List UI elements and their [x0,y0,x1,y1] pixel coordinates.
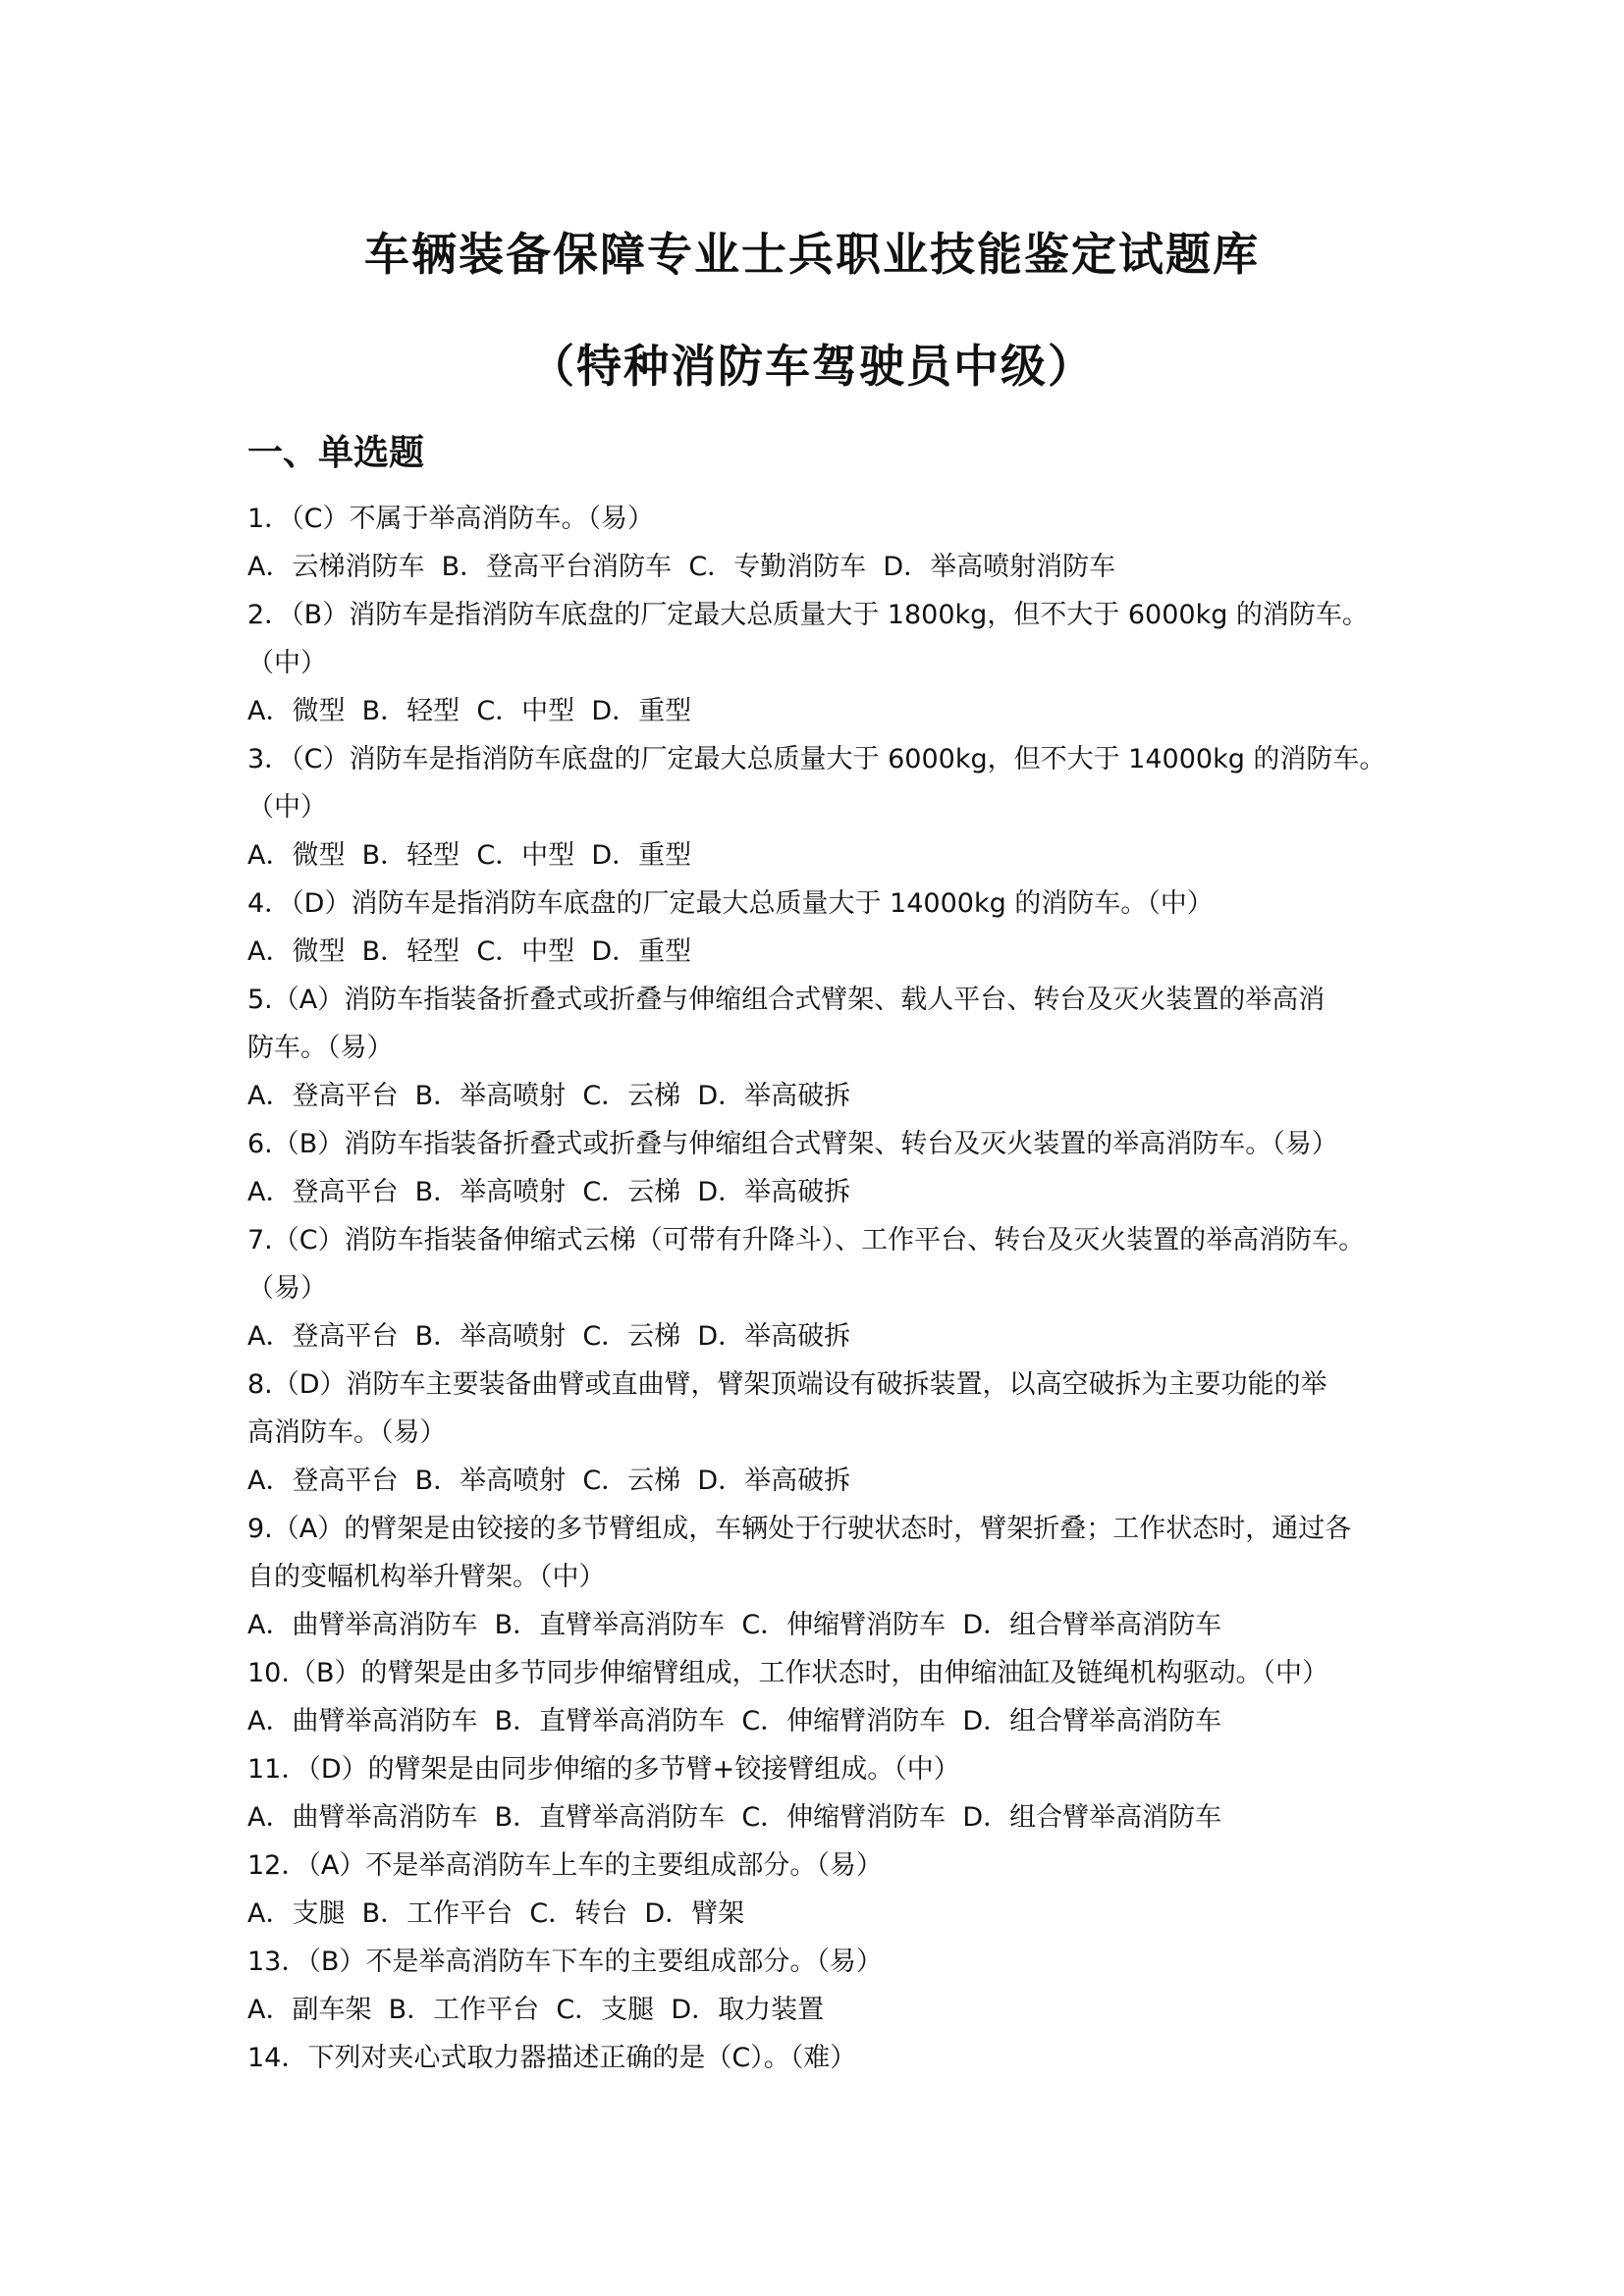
text-line: 8.（D）消防车主要装备曲臂或直曲臂，臂架顶端设有破拆装置，以高空破拆为主要功能的举 [247,1369,1327,1400]
text-line: A．登高平台 B．举高喷射 C．云梯 D．举高破拆 [247,1081,851,1111]
text-line: A．微型 B．轻型 C．中型 D．重型 [247,840,692,871]
text-line: A．支腿 B．工作平台 C．转台 D．臂架 [247,1898,745,1929]
text-line: 7.（C）消防车指装备伸缩式云梯（可带有升降斗）、工作平台、转台及灭火装置的举高消防车。 [247,1225,1366,1255]
text-line: （中） [247,792,327,823]
text-line: 14．下列对夹心式取力器描述正确的是（C）。（难） [247,2043,857,2073]
text-line: 10.（B）的臂架是由多节同步伸缩臂组成，工作状态时，由伸缩油缸及链绳机构驱动。（中） [247,1658,1328,1688]
document-title: 车辆装备保障专业士兵职业技能鉴定试题库 [364,228,1260,281]
text-line: A．登高平台 B．举高喷射 C．云梯 D．举高破拆 [247,1466,851,1496]
text-line: 1．（C）不属于举高消防车。（易） [247,504,655,534]
question-list [247,495,1406,2082]
text-line: 13．（B）不是举高消防车下车的主要组成部分。（易） [247,1947,883,1977]
text-line: A．副车架 B．工作平台 C．支腿 D．取力装置 [247,1995,825,2025]
text-line: 12．（A）不是举高消防车上车的主要组成部分。（易） [247,1850,883,1881]
text-line: A．微型 B．轻型 C．中型 D．重型 [247,936,692,967]
text-line: A．登高平台 B．举高喷射 C．云梯 D．举高破拆 [247,1177,851,1207]
document-subtitle: （特种消防车驾驶员中级） [529,340,1095,393]
text-line: A．云梯消防车 B．登高平台消防车 C．专勤消防车 D．举高喷射消防车 [247,552,1116,582]
text-line: 4．（D）消防车是指消防车底盘的厂定最大总质量大于 14000kg 的消防车。（中） [247,888,1214,919]
text-line: A．曲臂举高消防车 B．直臂举高消防车 C．伸缩臂消防车 D．组合臂举高消防车 [247,1706,1222,1736]
text-line: 9.（A）的臂架是由铰接的多节臂组成，车辆处于行驶状态时，臂架折叠；工作状态时，通过各 [247,1514,1352,1544]
text-line: 6.（B）消防车指装备折叠式或折叠与伸缩组合式臂架、转台及灭火装置的举高消防车。（易） [247,1129,1338,1159]
text-line: 5.（A）消防车指装备折叠式或折叠与伸缩组合式臂架、载人平台、转台及灭火装置的举高消 [247,985,1326,1015]
text-line: A．登高平台 B．举高喷射 C．云梯 D．举高破拆 [247,1321,851,1352]
text-line: 防车。（易） [247,1033,394,1063]
text-line: A．曲臂举高消防车 B．直臂举高消防车 C．伸缩臂消防车 D．组合臂举高消防车 [247,1802,1222,1833]
section-heading: 一、单选题 [247,433,425,473]
text-line: （中） [247,648,327,678]
text-line: 2．（B）消防车是指消防车底盘的厂定最大总质量大于 1800kg，但不大于 6000kg 的消防车。 [247,600,1369,630]
text-line: 自的变幅机构举升臂架。（中） [247,1562,606,1592]
text-line: 11．（D）的臂架是由同步伸缩的多节臂+铰接臂组成。（中） [247,1754,960,1785]
text-line: （易） [247,1273,327,1304]
text-line: A．微型 B．轻型 C．中型 D．重型 [247,696,692,726]
text-line: 3．（C）消防车是指消防车底盘的厂定最大总质量大于 6000kg，但不大于 14000kg 的消防车。 [247,744,1386,774]
text-line: 高消防车。（易） [247,1417,447,1448]
text-line: A．曲臂举高消防车 B．直臂举高消防车 C．伸缩臂消防车 D．组合臂举高消防车 [247,1610,1222,1640]
